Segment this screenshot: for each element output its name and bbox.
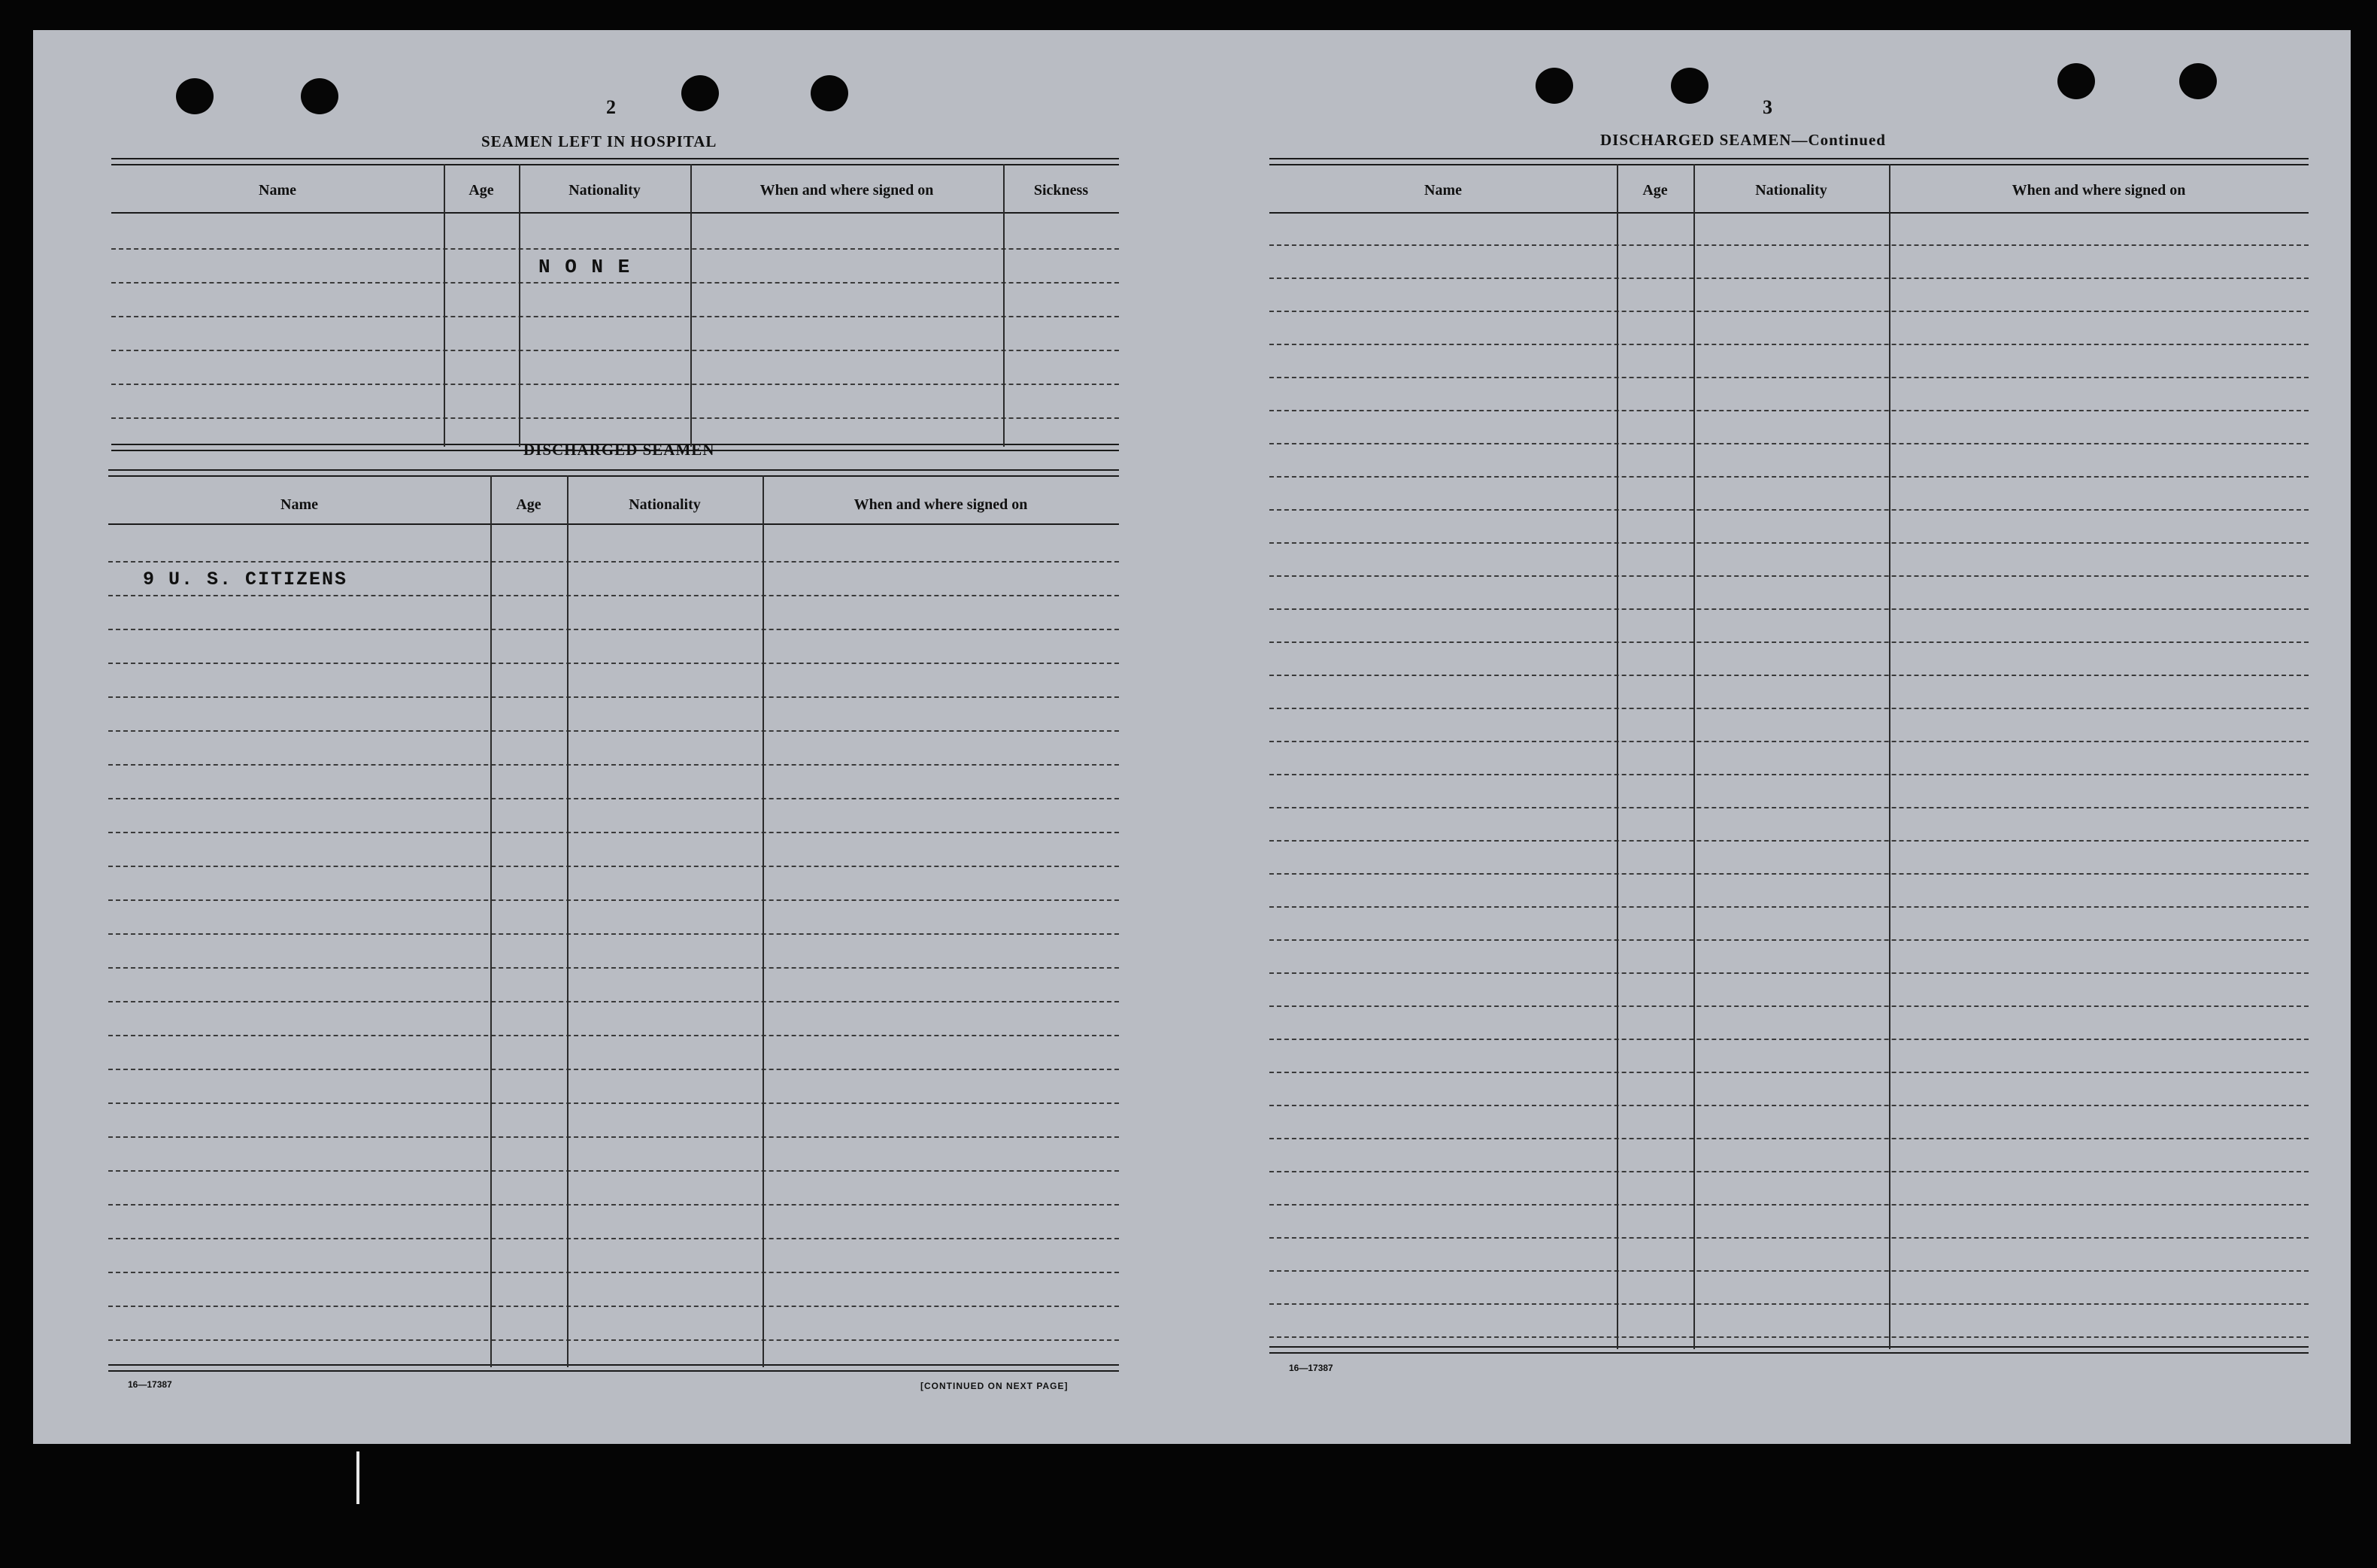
title-suffix: —Continued [1791, 131, 1886, 149]
table-row-line [1269, 1171, 2309, 1172]
hospital-entry-none: N O N E [538, 256, 632, 278]
table-row-line [1269, 244, 2309, 246]
table-row-line [1269, 741, 2309, 742]
table-row-line [108, 1069, 1119, 1070]
table-top-rule [108, 469, 1119, 477]
table-row-line [108, 1102, 1119, 1104]
column-divider [1693, 164, 1695, 1349]
table-row-line [108, 730, 1119, 732]
table-row-line [1269, 1039, 2309, 1040]
table-row-line [1269, 1005, 2309, 1007]
table-row-line [1269, 1072, 2309, 1073]
table-row-line [1269, 1303, 2309, 1305]
table-row-line [108, 629, 1119, 630]
discharged-continued-title [1600, 131, 1886, 150]
punch-hole [301, 78, 338, 114]
header-rule [1269, 212, 2309, 214]
table-row-line [108, 798, 1119, 799]
table-row-line [111, 350, 1119, 351]
table-row-line [108, 764, 1119, 766]
col-header-age: Age [1642, 182, 1668, 199]
table-row-line [108, 1238, 1119, 1239]
table-row-line [111, 417, 1119, 419]
col-header-signed-on: When and where signed on [2012, 182, 2186, 199]
document-sheet [33, 30, 2351, 1444]
table-row-line [1269, 675, 2309, 676]
punch-hole [1536, 68, 1573, 104]
table-row-line [1269, 774, 2309, 775]
table-bottom-rule [1269, 1346, 2309, 1354]
col-header-signed-on: When and where signed on [759, 182, 934, 199]
column-divider [1617, 164, 1618, 1349]
discharged-entry-citizens: 9 U. S. CITIZENS [143, 569, 348, 590]
table-row-line [1269, 840, 2309, 842]
col-header-name: Name [280, 496, 318, 513]
col-header-nationality: Nationality [568, 182, 641, 199]
table-row-line [108, 967, 1119, 969]
table-row-line [108, 561, 1119, 563]
table-row-line [1269, 939, 2309, 941]
table-row-line [1269, 311, 2309, 312]
table-row-line [111, 384, 1119, 385]
table-row-line [1269, 708, 2309, 709]
column-divider [1003, 164, 1005, 447]
table-bottom-rule [108, 1364, 1119, 1372]
table-row-line [108, 696, 1119, 698]
table-row-line [111, 316, 1119, 317]
hospital-section-title: SEAMEN LEFT IN HOSPITAL [481, 132, 717, 150]
column-divider [567, 475, 568, 1367]
col-header-age: Age [468, 182, 494, 199]
punch-hole [811, 75, 848, 111]
table-row-line [1269, 1204, 2309, 1206]
header-rule [108, 523, 1119, 525]
col-header-name: Name [1424, 182, 1462, 199]
table-row-line [1269, 344, 2309, 345]
table-row-line [1269, 1270, 2309, 1272]
table-row-line [1269, 972, 2309, 974]
table-row-line [1269, 873, 2309, 875]
col-header-signed-on: When and where signed on [853, 496, 1028, 513]
table-row-line [1269, 906, 2309, 908]
table-row-line [1269, 807, 2309, 808]
table-row-line [1269, 476, 2309, 478]
table-row-line [1269, 1138, 2309, 1139]
table-row-line [108, 866, 1119, 867]
table-row-line [108, 1035, 1119, 1036]
header-rule [111, 212, 1119, 214]
table-row-line [108, 1306, 1119, 1307]
table-row-line [108, 1136, 1119, 1138]
table-row-line [1269, 608, 2309, 610]
table-row-line [108, 1272, 1119, 1273]
table-row-line [1269, 542, 2309, 544]
form-number-left: 16—17387 [128, 1379, 172, 1390]
table-row-line [1269, 641, 2309, 643]
table-row-line [1269, 509, 2309, 511]
column-divider [519, 164, 520, 447]
table-row-line [111, 282, 1119, 284]
table-row-line [1269, 443, 2309, 444]
table-top-rule [111, 158, 1119, 165]
table-row-line [108, 933, 1119, 935]
discharged-section-title: DISCHARGED SEAMEN [523, 441, 715, 459]
page-number-right: 3 [1763, 96, 1773, 118]
col-header-nationality: Nationality [1755, 182, 1827, 199]
discharged-table-left [108, 469, 1119, 1399]
continued-note: [CONTINUED ON NEXT PAGE] [920, 1381, 1069, 1391]
title-main: DISCHARGED SEAMEN [1600, 131, 1792, 149]
table-row-line [108, 899, 1119, 901]
table-row-line [1269, 410, 2309, 411]
table-row-line [108, 832, 1119, 833]
col-header-name: Name [259, 182, 296, 199]
column-divider [490, 475, 492, 1367]
table-row-line [1269, 377, 2309, 378]
table-row-line [108, 1339, 1119, 1341]
edge-mark [356, 1451, 359, 1504]
column-divider [690, 164, 692, 447]
table-row-line [111, 248, 1119, 250]
punch-hole [2179, 63, 2217, 99]
form-number-right: 16—17387 [1289, 1363, 1333, 1373]
hospital-table [111, 158, 1119, 457]
column-divider [444, 164, 445, 447]
table-top-rule [1269, 158, 2309, 165]
punch-hole [1671, 68, 1708, 104]
table-row-line [108, 595, 1119, 596]
punch-hole [176, 78, 214, 114]
table-row-line [108, 1170, 1119, 1172]
column-divider [763, 475, 764, 1367]
page-number-left: 2 [606, 96, 617, 118]
col-header-sickness: Sickness [1033, 182, 1089, 199]
col-header-age: Age [516, 496, 541, 513]
table-row-line [108, 663, 1119, 664]
column-divider [1889, 164, 1890, 1349]
table-row-line [1269, 278, 2309, 279]
discharged-table-right [1269, 158, 2309, 1391]
col-header-nationality: Nationality [629, 496, 701, 513]
table-row-line [1269, 1336, 2309, 1338]
table-row-line [108, 1001, 1119, 1002]
table-row-line [1269, 575, 2309, 577]
punch-hole [2057, 63, 2095, 99]
punch-hole [681, 75, 719, 111]
table-row-line [1269, 1237, 2309, 1239]
table-row-line [1269, 1105, 2309, 1106]
table-row-line [108, 1204, 1119, 1206]
